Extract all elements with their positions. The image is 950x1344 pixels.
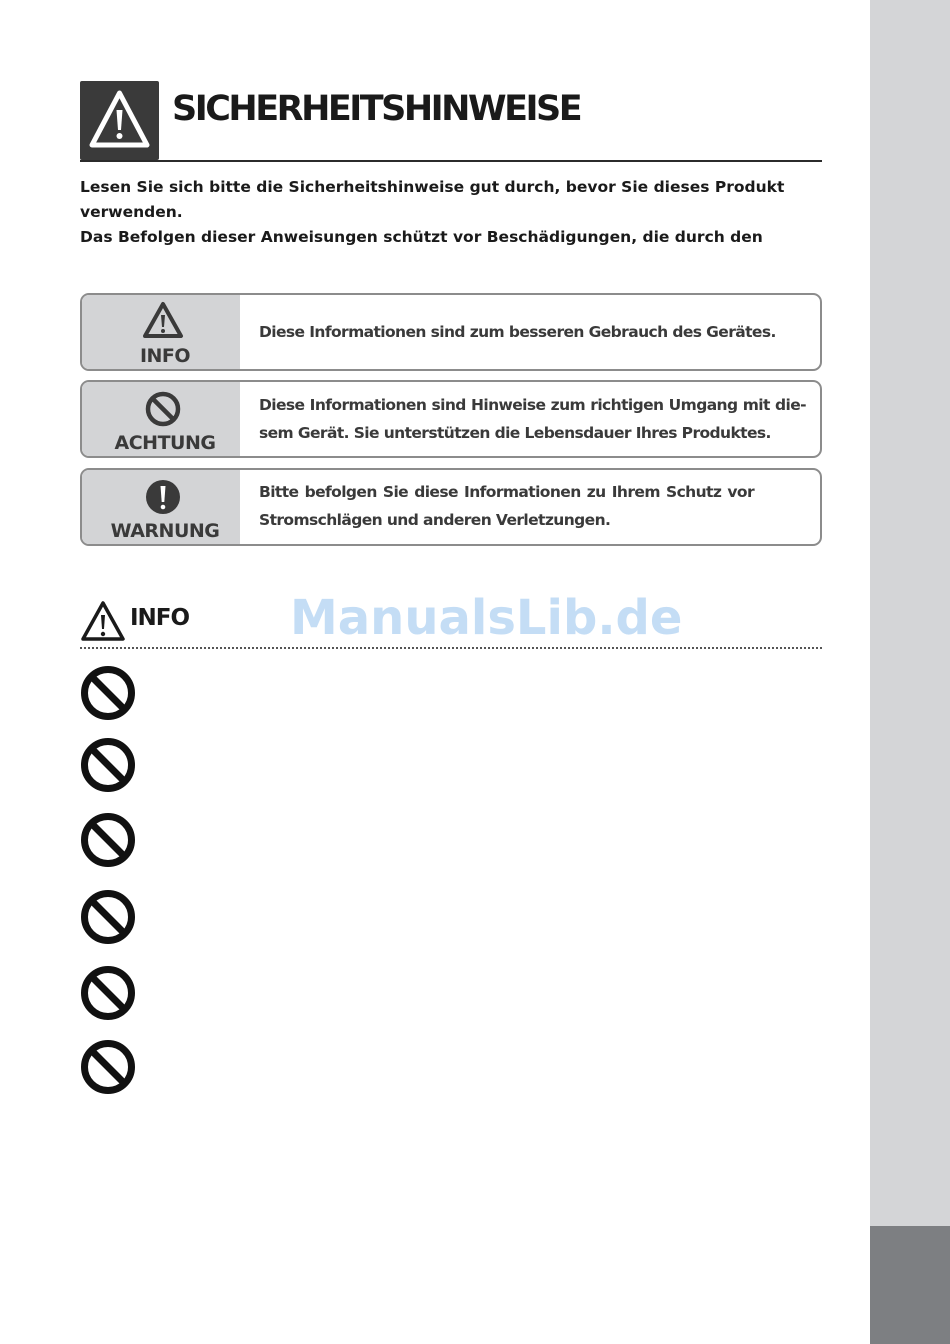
prohibition-icon (80, 665, 136, 721)
notice-info-panel (82, 295, 240, 369)
notice-label: ACHTUNG (114, 432, 216, 454)
info-section-heading: INFO (130, 605, 190, 631)
watermark: ManualsLib.de (290, 590, 683, 646)
warning-triangle-icon (141, 300, 185, 340)
page-title: SICHERHEITSHINWEISE (172, 89, 581, 129)
prohibition-icon (80, 1039, 136, 1095)
prohibition-icon (80, 889, 136, 945)
notice-achtung-panel (82, 382, 240, 456)
notice-warnung (80, 468, 822, 546)
side-tab-section-marker (870, 1226, 950, 1344)
notice-warnung-panel (82, 470, 240, 544)
prohibition-icon (80, 965, 136, 1021)
dotted-divider (80, 647, 822, 649)
intro-line: Das Befolgen dieser Anweisungen schützt vor Beschädigungen, die durch den (80, 228, 763, 246)
title-divider (80, 160, 822, 162)
notice-label: INFO (139, 345, 191, 367)
side-tab (870, 0, 950, 1226)
prohibition-icon (80, 812, 136, 868)
warning-triangle-icon (80, 81, 159, 160)
notice-label: WARNUNG (110, 520, 220, 542)
prohibition-icon (141, 387, 185, 427)
notice-text: Bitte befolgen Sie diese Informationen zu Ihrem Schutz vor Stromschlägen und anderen Verletzungen. (259, 483, 754, 529)
notice-achtung (80, 380, 822, 458)
notice-text: Diese Informationen sind Hinweise zum richtigen Umgang mit die-sem Gerät. Sie unterstützen die Lebensdauer Ihres Produktes. (259, 396, 806, 442)
exclamation-circle-icon (141, 475, 185, 515)
prohibition-icon (80, 737, 136, 793)
notice-text: Diese Informationen sind zum besseren Gebrauch des Gerätes. (259, 323, 776, 341)
intro-line: Lesen Sie sich bitte die Sicherheitshinweise gut durch, bevor Sie dieses Produkt verwenden. (80, 178, 785, 221)
intro-text (80, 175, 810, 250)
warning-triangle-icon (80, 600, 126, 642)
notice-info (80, 293, 822, 371)
